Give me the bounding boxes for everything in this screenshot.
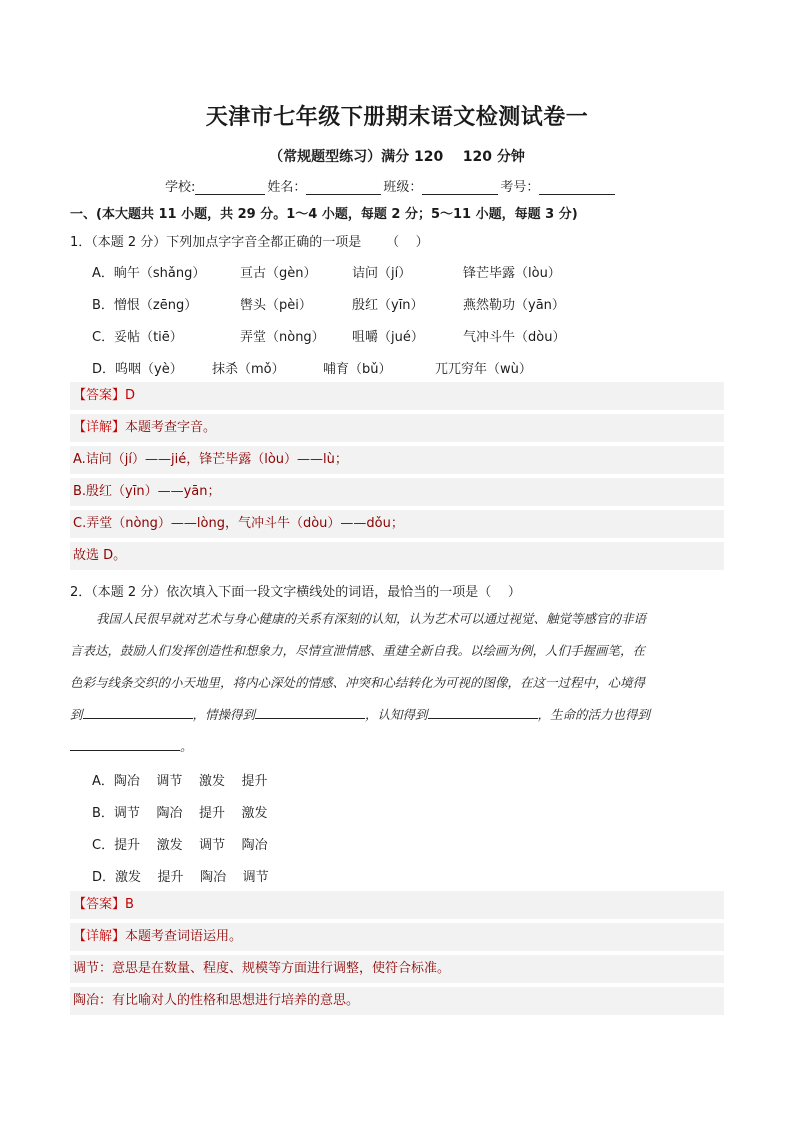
q2-passage — [70, 603, 724, 763]
answer-value: D — [125, 388, 136, 403]
q1-detail-line — [70, 446, 724, 474]
q2-choice-c: C．提升 激发 调节 陶冶 — [92, 838, 268, 853]
detail-text: 本题考查词语运用。 — [125, 929, 243, 944]
name-blank[interactable] — [306, 180, 381, 195]
fill-blank[interactable] — [428, 706, 538, 719]
q1-answer — [70, 382, 724, 410]
option-item: 弄堂（nòng） — [240, 330, 325, 345]
q1-detail-intro — [70, 414, 724, 442]
detail-text: 本题考查字音。 — [125, 420, 217, 435]
school-label: 学校: — [165, 180, 196, 195]
option-item: 气冲斗牛（dòu） — [463, 330, 566, 345]
class-label: 班级： — [383, 180, 423, 195]
option-item: 锋芒毕露（lòu） — [463, 266, 561, 281]
option-item: 抹杀（mǒ） — [212, 362, 285, 377]
q1-detail-line — [70, 478, 724, 506]
option-item: 哺育（bǔ） — [323, 362, 392, 377]
passage-line: 到 ，情操得到 ，认知得到 ，生命的活力也得到 — [70, 707, 651, 722]
option-item: 殷红（yīn） — [352, 298, 424, 313]
exam-number-blank[interactable] — [539, 180, 615, 195]
fill-blank[interactable] — [70, 738, 180, 751]
question-1-stem: 1．（本题 2 分）下列加点字字音全都正确的一项是 （ ） — [70, 235, 429, 250]
q1-detail-line — [70, 510, 724, 538]
question-2-stem: 2．（本题 2 分）依次填入下面一段文字横线处的词语，最恰当的一项是（ ） — [70, 585, 521, 600]
option-item: A．晌午（shǎng） — [92, 266, 206, 281]
detail-text: 故选 D。 — [73, 548, 127, 563]
option-item: B．憎恨（zēng） — [92, 298, 198, 313]
detail-text: C.弄堂（nòng）——lòng，气冲斗牛（dòu）——dǒu； — [73, 516, 404, 531]
q2-detail-line — [70, 987, 724, 1015]
answer-value: B — [125, 897, 134, 912]
page-title: 天津市七年级下册期末语文检测试卷一 — [205, 105, 589, 130]
q2-choice-a: A．陶冶 调节 激发 提升 — [92, 774, 268, 789]
class-blank[interactable] — [422, 180, 498, 195]
option-item: C．妥帖（tiē） — [92, 330, 183, 345]
detail-text: A.诘问（jí）——jié，锋芒毕露（lòu）——lù； — [73, 452, 348, 467]
passage-line: 。 — [70, 731, 724, 763]
detail-text: 陶冶：有比喻对人的性格和思想进行培养的意思。 — [73, 993, 360, 1008]
detail-text: 调节：意思是在数量、程度、规模等方面进行调整，使符合标准。 — [73, 961, 451, 976]
q2-choice-d: D．激发 提升 陶冶 调节 — [92, 870, 269, 885]
q2-detail-intro — [70, 923, 724, 951]
passage-line: 我国人民很早就对艺术与身心健康的关系有深刻的认知，认为艺术可以通过视觉、触觉等感官的非语 — [96, 611, 647, 626]
option-item: 辔头（pèi） — [240, 298, 312, 313]
passage-line: 色彩与线条交织的小天地里，将内心深处的情感、冲突和心结转化为可视的图像，在这一过程中，心境得 — [70, 675, 646, 690]
option-item: 咀嚼（jué） — [352, 330, 424, 345]
option-item: 诘问（jí） — [352, 266, 412, 281]
detail-text: B.殷红（yīn）——yān； — [73, 484, 221, 499]
page-subtitle: （常规题型练习）满分 120 120 分钟 — [269, 149, 525, 165]
detail-tag: 【详解】 — [73, 420, 126, 435]
passage-line: 言表达，鼓励人们发挥创造性和想象力，尽情宣泄情感、重建全新自我。以绘画为例，人们手握画笔，在 — [70, 643, 646, 658]
option-item: 兀兀穷年（wù） — [435, 362, 532, 377]
option-item: 燕然勒功（yān） — [463, 298, 565, 313]
q2-choice-b: B．调节 陶冶 提升 激发 — [92, 806, 268, 821]
answer-tag: 【答案】 — [73, 897, 126, 912]
fill-blank[interactable] — [83, 706, 193, 719]
name-label: 姓名： — [267, 180, 307, 195]
option-item: 亘古（gèn） — [240, 266, 317, 281]
q1-detail-line — [70, 542, 724, 570]
option-item: D．呜咽（yè） — [92, 362, 183, 377]
answer-tag: 【答案】 — [73, 388, 126, 403]
student-info-line — [165, 176, 617, 195]
detail-tag: 【详解】 — [73, 929, 126, 944]
school-blank[interactable] — [195, 180, 265, 195]
fill-blank[interactable] — [255, 706, 365, 719]
section-heading: 一、(本大题共 11 小题，共 29 分。1～4 小题，每题 2 分；5～11 小题，每题 3 分) — [70, 207, 578, 222]
exam-number-label: 考号： — [500, 180, 540, 195]
q2-detail-line — [70, 955, 724, 983]
q2-answer — [70, 891, 724, 919]
